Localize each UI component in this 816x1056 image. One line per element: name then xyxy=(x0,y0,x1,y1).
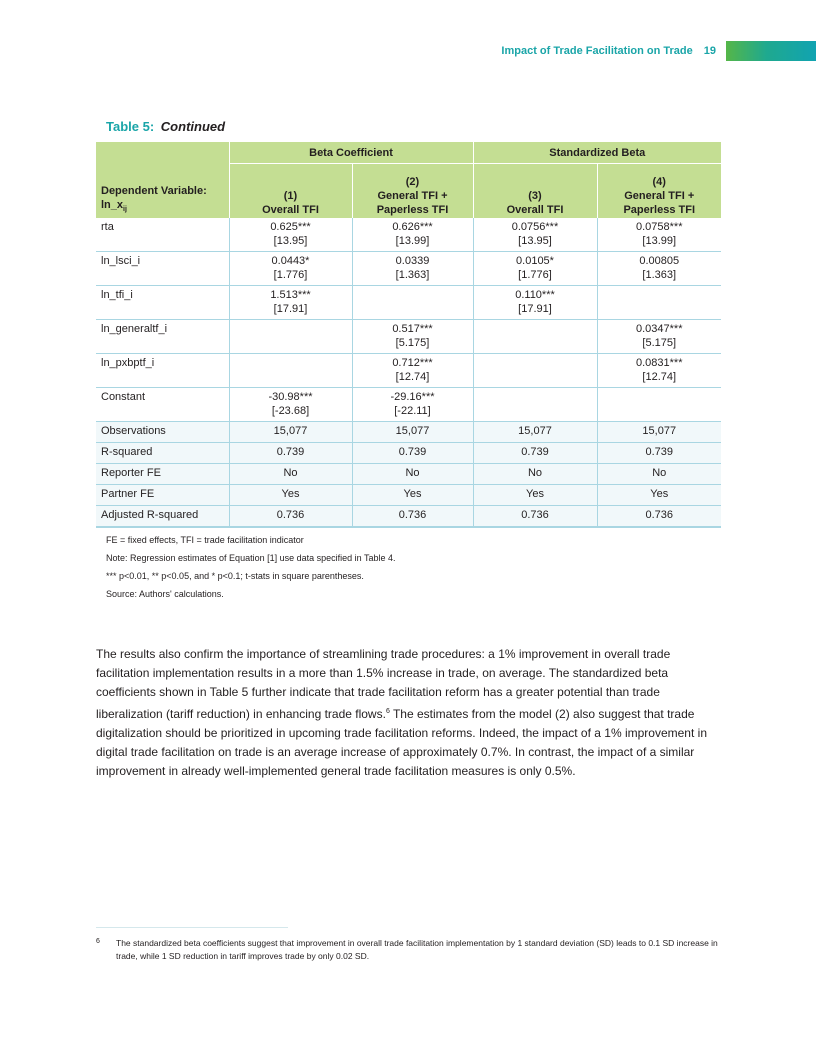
footnote-number: 6 xyxy=(96,938,100,945)
footnote-text: The standardized beta coefficients suggest that improvement in overall trade facilitation implementation by 1 standard deviation (SD) leads to 0.1 SD increase in trade, while 1 SD reduction in tariff improves trade by only 0.02 SD. xyxy=(116,938,718,961)
group-header-beta: Beta Coefficient xyxy=(229,142,473,164)
note-line: Source: Authors' calculations. xyxy=(106,589,224,599)
table-cell xyxy=(229,354,352,388)
t-stat-value: [1.776] xyxy=(273,269,308,281)
stat-row xyxy=(96,506,721,528)
table-cell xyxy=(352,252,473,286)
stat-value: No xyxy=(229,464,352,485)
table-cell xyxy=(473,218,597,252)
table-cell xyxy=(229,320,352,354)
table-cell xyxy=(229,286,352,320)
stat-label: R-squared xyxy=(96,443,229,464)
row-variable: Constant xyxy=(96,388,229,422)
t-stat-value: [17.91] xyxy=(518,303,552,315)
coefficient-value: 0.625*** xyxy=(270,221,311,233)
stat-value: Yes xyxy=(229,485,352,506)
t-stat-value: [13.95] xyxy=(518,235,552,247)
column-header: (4) General TFI + Paperless TFI xyxy=(597,164,721,219)
stat-value: 0.739 xyxy=(473,443,597,464)
stat-value: 0.739 xyxy=(229,443,352,464)
table-cell xyxy=(229,218,352,252)
group-header-standardized: Standardized Beta xyxy=(473,142,721,164)
table-row xyxy=(96,354,721,388)
coefficient-value: 0.626*** xyxy=(392,221,433,233)
t-stat-value: [1.363] xyxy=(395,269,430,281)
note-line: *** p<0.01, ** p<0.05, and * p<0.1; t-stats in square parentheses. xyxy=(106,571,364,581)
table-cell xyxy=(352,218,473,252)
table-cell xyxy=(229,252,352,286)
table-group-header-row xyxy=(96,142,721,164)
stat-row xyxy=(96,464,721,485)
table-cell xyxy=(473,388,597,422)
row-variable: ln_lsci_i xyxy=(96,252,229,286)
table-cell xyxy=(597,252,721,286)
coefficient-value: -29.16*** xyxy=(390,391,435,403)
table-cell xyxy=(473,286,597,320)
t-stat-value: [12.74] xyxy=(395,371,430,383)
t-stat-value: [1.776] xyxy=(518,269,552,281)
table-cell xyxy=(352,320,473,354)
stat-value: 15,077 xyxy=(473,422,597,443)
table-caption-label: Table 5: xyxy=(106,119,155,134)
column-header: (3) Overall TFI xyxy=(473,164,597,219)
coefficient-value: 0.0347*** xyxy=(636,323,683,335)
stat-value: 0.739 xyxy=(352,443,473,464)
coefficient-value: 0.0831*** xyxy=(636,357,683,369)
t-stat-value: [13.99] xyxy=(395,235,430,247)
note-line: FE = fixed effects, TFI = trade facilitation indicator xyxy=(106,535,304,545)
running-header xyxy=(501,41,816,61)
table-cell xyxy=(597,286,721,320)
table-notes xyxy=(106,531,396,603)
coefficient-value: -30.98*** xyxy=(268,391,313,403)
table-cell xyxy=(473,320,597,354)
t-stat-value: [5.175] xyxy=(395,337,430,349)
table-cell xyxy=(352,388,473,422)
stat-value: 15,077 xyxy=(597,422,721,443)
coefficient-value: 0.0443* xyxy=(271,255,310,267)
stat-label: Reporter FE xyxy=(96,464,229,485)
table-cell xyxy=(229,388,352,422)
header-color-bar xyxy=(726,41,816,61)
stat-value: No xyxy=(597,464,721,485)
table-cell xyxy=(597,320,721,354)
coefficient-value: 1.513*** xyxy=(270,289,311,301)
row-variable: ln_pxbptf_i xyxy=(96,354,229,388)
column-header: (2) General TFI + Paperless TFI xyxy=(352,164,473,219)
t-stat-value: [1.363] xyxy=(642,269,677,281)
coefficient-value: 0.0758*** xyxy=(636,221,683,233)
coefficient-value: 0.712*** xyxy=(392,357,433,369)
stat-value: 0.736 xyxy=(597,506,721,528)
table-cell xyxy=(597,218,721,252)
t-stat-value: [5.175] xyxy=(642,337,677,349)
dependent-variable-name: $\ln\_x_{ij}$ xyxy=(101,198,127,213)
table-caption-text: Continued xyxy=(160,119,226,134)
row-variable: ln_tfi_i xyxy=(96,286,229,320)
table-row xyxy=(96,388,721,422)
table-cell xyxy=(473,354,597,388)
note-line: Note: Regression estimates of Equation [1] use data specified in Table 4. xyxy=(106,553,396,563)
footnote-divider xyxy=(96,927,288,928)
footnote xyxy=(96,937,722,963)
stat-label: Partner FE xyxy=(96,485,229,506)
coefficient-value: 0.517*** xyxy=(392,323,433,335)
stat-value: Yes xyxy=(473,485,597,506)
table-row xyxy=(96,252,721,286)
regression-table xyxy=(96,142,721,528)
stat-value: 15,077 xyxy=(352,422,473,443)
stat-label: Observations xyxy=(96,422,229,443)
stat-label: Adjusted R-squared xyxy=(96,506,229,528)
stat-row xyxy=(96,485,721,506)
table-row xyxy=(96,320,721,354)
footnote-reference[interactable]: 6 xyxy=(385,708,390,715)
stat-value: Yes xyxy=(352,485,473,506)
row-variable: rta xyxy=(96,218,229,252)
table-cell xyxy=(597,354,721,388)
stat-value: No xyxy=(352,464,473,485)
table-caption xyxy=(106,119,225,134)
t-stat-value: [17.91] xyxy=(273,303,308,315)
table-cell xyxy=(473,252,597,286)
stat-row xyxy=(96,422,721,443)
body-paragraph: The results also confirm the importance of streamlining trade procedures: a 1% improvement in overall trade facilitation implementation results in a more than 1.5% increase in trade, on average. The standardized beta coefficients shown in Table 5 further indicate that trade facilitation reform has a greater potential than trade liberalization (tariff reduction) in enhancing trade flows.$^6$ The estimates from the model (2) also suggest that trade digitalization should be prioritized in upcoming trade facilitation reforms. Indeed, the impact of a 1% improvement in digital trade facilitation on trade is an average increase of approximately 0.7%. In contrast, the impact of a similar improvement in already well-implemented general trade facilitation measures is only 0.5%. xyxy=(96,647,707,778)
stat-value: 0.739 xyxy=(597,443,721,464)
stat-value: 0.736 xyxy=(352,506,473,528)
dependent-variable-label: Dependent Variable: xyxy=(101,184,207,197)
dependent-variable-header xyxy=(96,142,229,218)
row-variable: ln_generaltf_i xyxy=(96,320,229,354)
stat-value: 0.736 xyxy=(473,506,597,528)
table-cell xyxy=(352,354,473,388)
t-stat-value: [12.74] xyxy=(642,371,677,383)
stat-value: 15,077 xyxy=(229,422,352,443)
t-stat-value: [-22.11] xyxy=(394,405,431,417)
table-cell xyxy=(352,286,473,320)
coefficient-value: 0.0339 xyxy=(395,255,430,267)
table-cell xyxy=(597,388,721,422)
stat-value: No xyxy=(473,464,597,485)
table-row xyxy=(96,218,721,252)
t-stat-value: [13.99] xyxy=(642,235,677,247)
coefficient-value: 0.110*** xyxy=(515,289,555,301)
coefficient-value: 0.0756*** xyxy=(511,221,559,233)
stat-value: 0.736 xyxy=(229,506,352,528)
column-header: (1) Overall TFI xyxy=(229,164,352,219)
table-row xyxy=(96,286,721,320)
coefficient-value: 0.0105* xyxy=(516,255,554,267)
t-stat-value: [13.95] xyxy=(273,235,308,247)
header-title: Impact of Trade Facilitation on Trade xyxy=(501,45,693,57)
stat-row xyxy=(96,443,721,464)
coefficient-value: 0.00805 xyxy=(639,255,680,267)
page-number: 19 xyxy=(703,45,716,57)
t-stat-value: [-23.68] xyxy=(271,405,310,417)
stat-value: Yes xyxy=(597,485,721,506)
